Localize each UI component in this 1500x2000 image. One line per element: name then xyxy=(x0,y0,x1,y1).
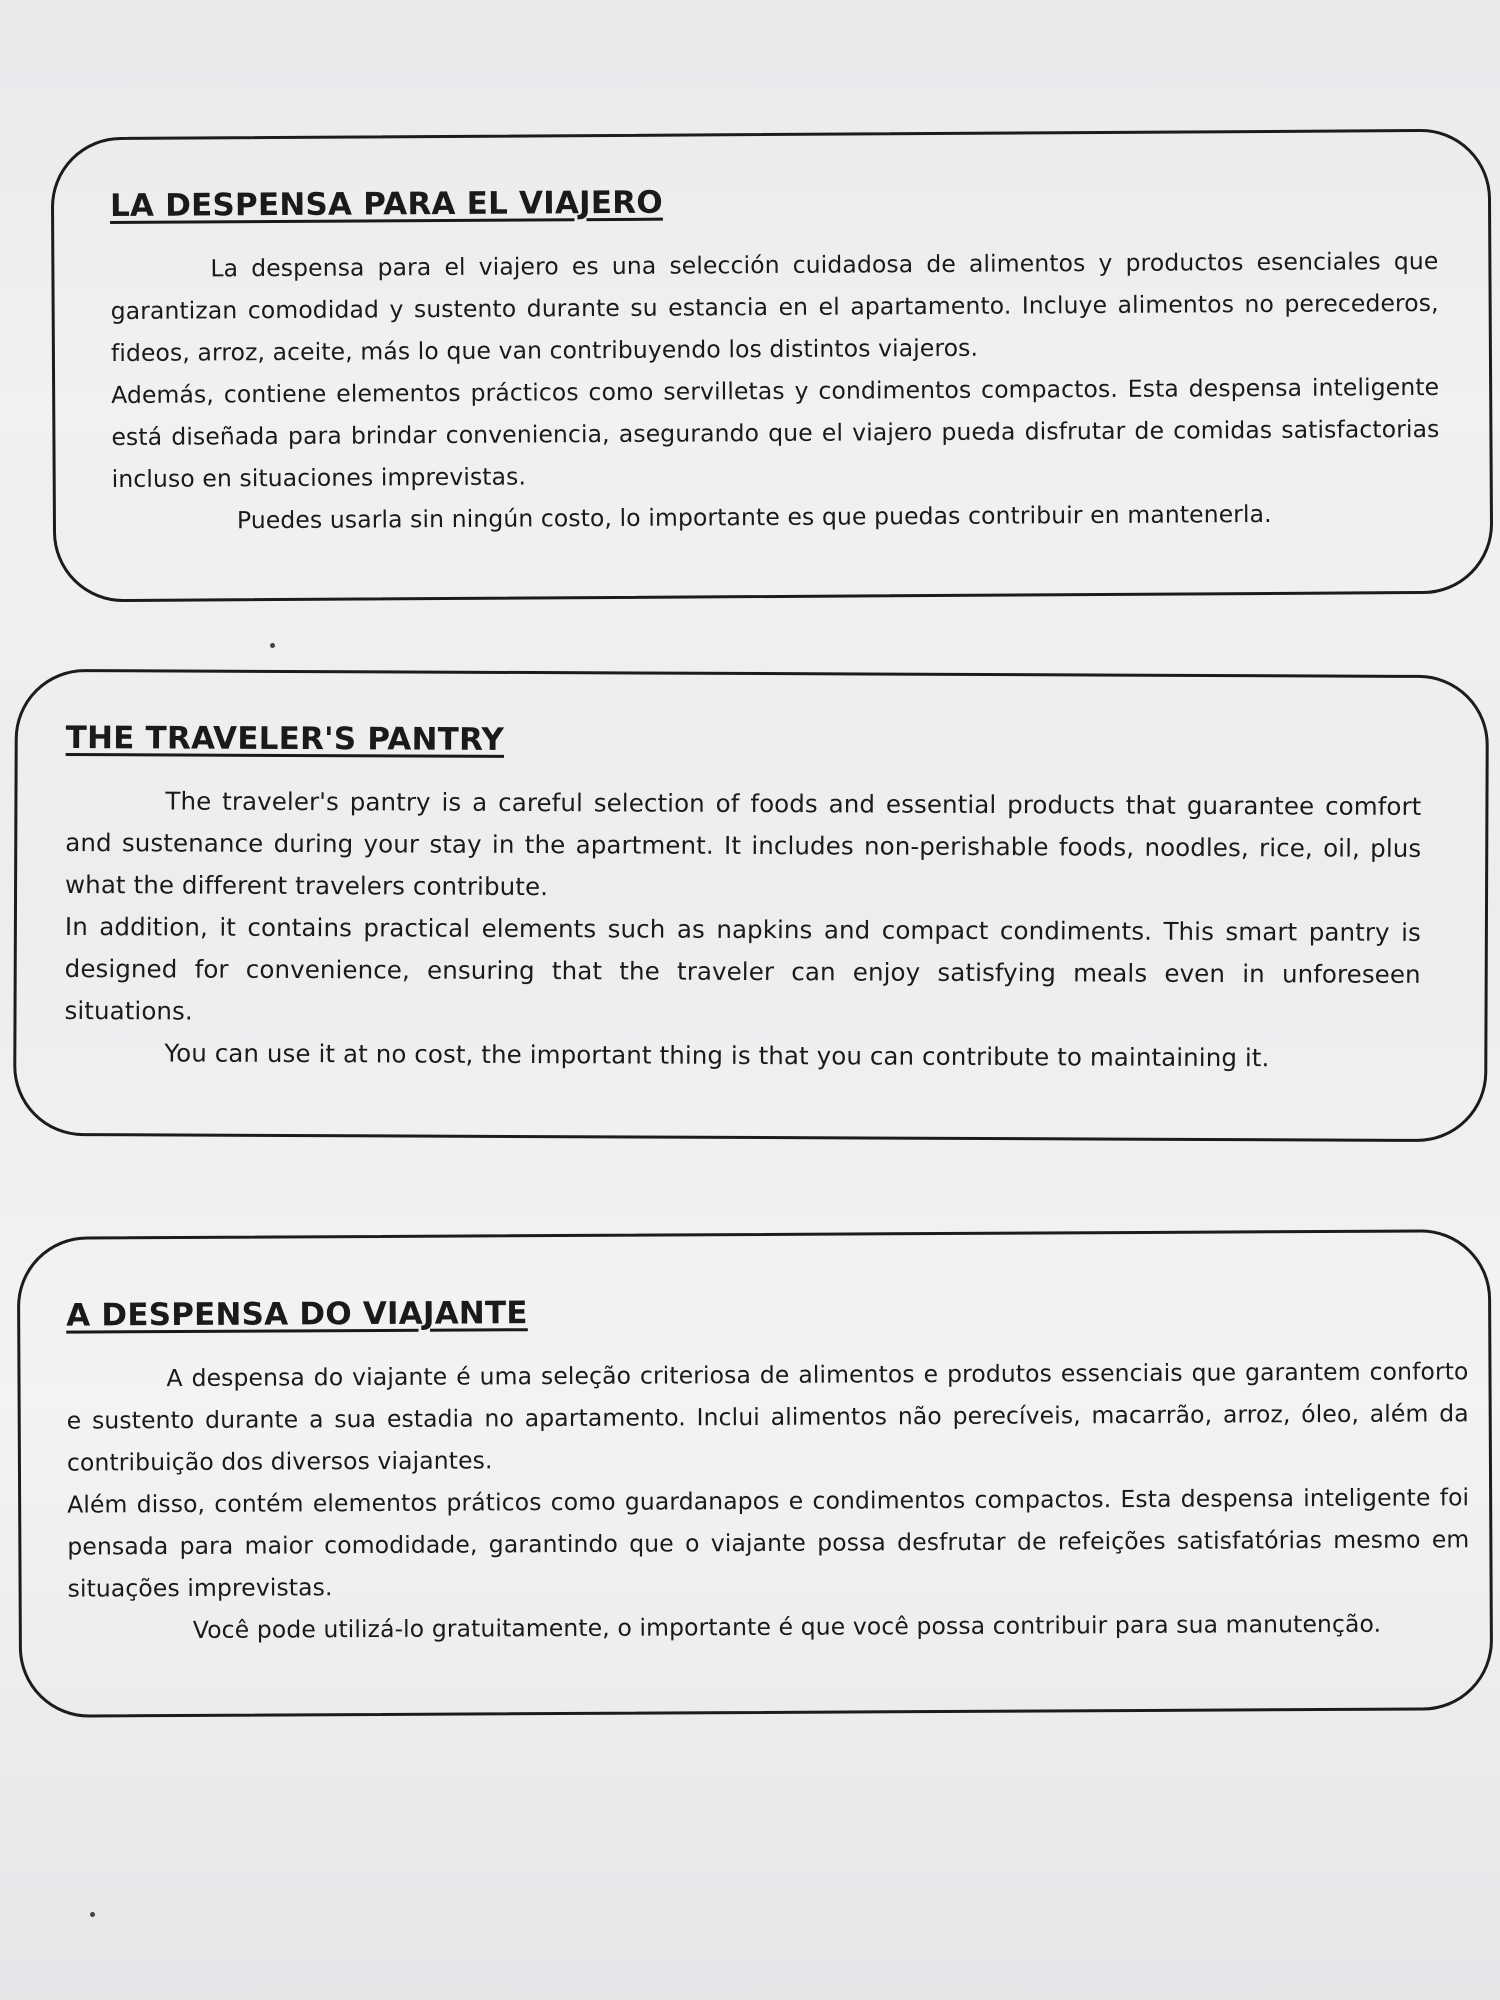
paragraph-cost: Você pode utilizá-lo gratuitamente, o importante é que você possa contribuir para sua manutenção. xyxy=(192,1609,1382,1644)
section-english xyxy=(13,669,1489,1142)
paragraph-intro: La despensa para el viajero es una selección cuidadosa de alimentos y productos esenciales que garantizan comodidad y sustento durante su estancia en el apartamento. Incluye alimentos no perecederos, fideos, arroz, aceite, más lo que van contribuyendo los distintos viajeros. xyxy=(110,246,1439,368)
paragraph-details: In addition, it contains practical elements such as napkins and compact condiments. This smart pantry is designed for convenience, ensuring that the traveler can enjoy satisfying meals even in unforeseen situations. xyxy=(64,912,1421,1026)
section-title: A DESPENSA DO VIAJANTE xyxy=(66,1295,528,1334)
section-title: LA DESPENSA PARA EL VIAJERO xyxy=(109,184,663,225)
paragraph-cost: Puedes usarla sin ningún costo, lo importante es que puedas contribuir en mantenerla. xyxy=(236,499,1272,535)
paragraph-details: Além disso, contém elementos práticos como guardanapos e condimentos compactos. Esta despensa inteligente foi pensada para maior comodidade, garantindo que o viajante possa desfrutar de refeições satisfatórias mesmo em situações imprevistas. xyxy=(67,1483,1470,1603)
paragraph-details: Además, contiene elementos prácticos como servilletas y condimentos compactos. Esta despensa inteligente está diseñada para brindar conveniencia, asegurando que el viajero pueda disfrutar de comidas satisfactorias incluso en situaciones imprevistas. xyxy=(111,372,1440,494)
paper-speck xyxy=(270,643,275,648)
section-spanish xyxy=(51,129,1494,603)
paper-speck xyxy=(90,1912,95,1917)
paragraph-cost: You can use it at no cost, the important thing is that you can contribute to maintaining it. xyxy=(164,1038,1270,1073)
section-title: THE TRAVELER'S PANTRY xyxy=(65,720,505,758)
paragraph-intro: The traveler's pantry is a careful selection of foods and essential products that guarantee comfort and sustenance during your stay in the apartment. It includes non-perishable foods, noodles, rice, oil, plus what the different travelers contribute. xyxy=(65,786,1422,902)
section-portuguese xyxy=(17,1229,1493,1718)
paragraph-intro: A despensa do viajante é uma seleção criteriosa de alimentos e produtos essenciais que garantem conforto e sustento durante a sua estadia no apartamento. Inclui alimentos não perecíveis, macarrão, arroz, óleo, além da contribuição dos diversos viajantes. xyxy=(66,1357,1469,1477)
